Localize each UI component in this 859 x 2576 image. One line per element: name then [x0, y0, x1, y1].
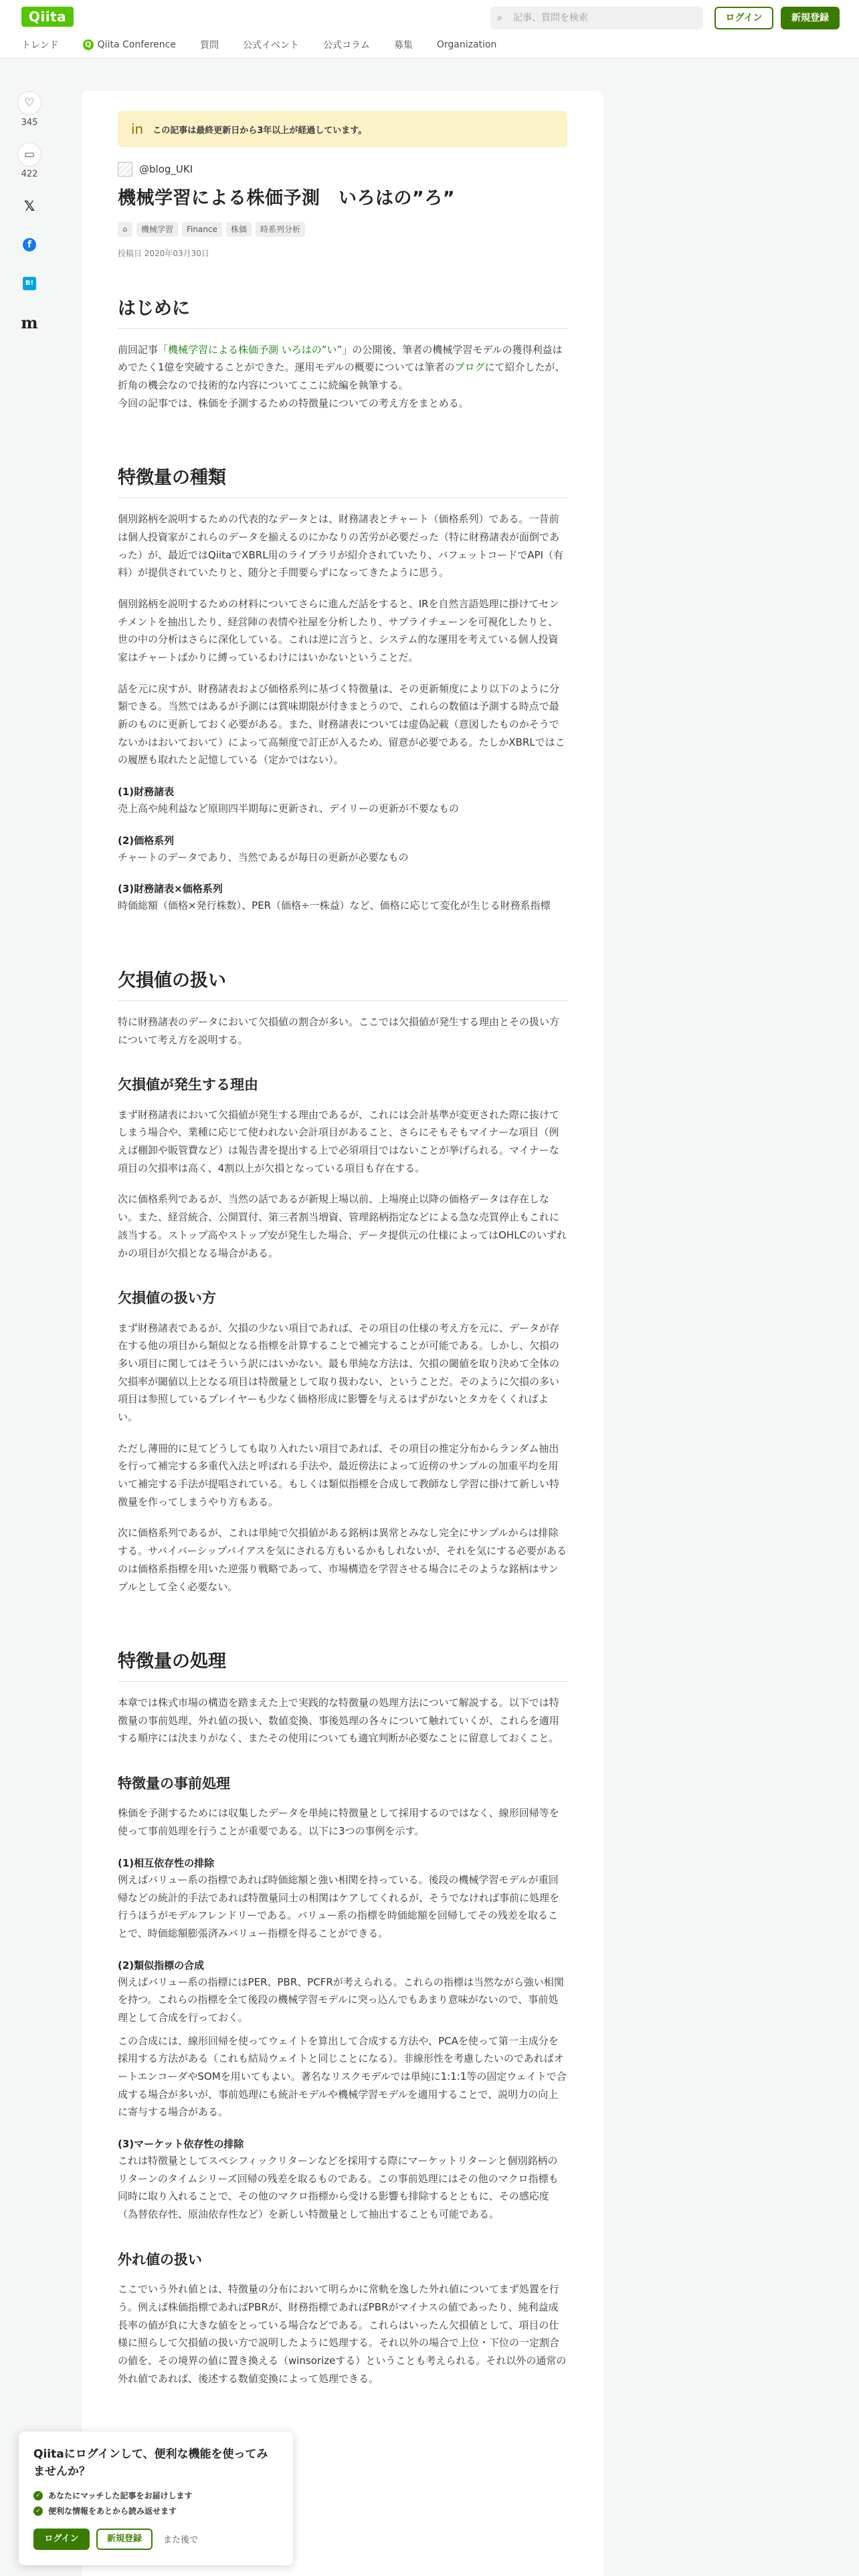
share-hatena-button[interactable]: [13, 272, 45, 296]
popup-actions: [33, 2529, 278, 2550]
paragraph: 株価を予測するためには収集したデータを単純に特徴量として採用するのではなく、線形回帰等を使って事前処理を行うことが重要である。以下に3つの事例を示す。: [118, 1807, 559, 1838]
outdated-warning: in この記事は最終更新日から3年以上が経過しています。: [118, 111, 567, 147]
tag-list: [118, 222, 567, 237]
subsection-heading: 欠損値の扱い方: [118, 1290, 216, 1307]
top-header: [0, 0, 859, 59]
article-action-sidebar: [13, 91, 45, 349]
post-date: 投稿日 2020年03月30日: [118, 248, 209, 258]
search-icon: ⌕: [497, 13, 502, 23]
section-heading: はじめに: [118, 296, 567, 329]
nav-qiita-conference[interactable]: Q Qiita Conference: [83, 39, 176, 50]
paragraph: 例えばバリュー系の指標であれば時価総額と強い相関を持っている。後段の機械学習モデルが重回帰などの統計的手法であれば特徴量同士の相関はケアしてくれるが、そうでなければ事前に処理を行うほうがモデルフレンドリーである。バリュー系の指標を時価総額を回帰してその残差を取ることで、時価総額膨張済みバリュー指標を得ることができる。: [118, 1873, 560, 1939]
popup-benefits: [33, 2488, 278, 2519]
popup-title: Qiitaにログインして、便利な機能を使ってみませんか？: [33, 2448, 268, 2478]
subsection-heading: 特徴量の事前処理: [118, 1776, 230, 1792]
facebook-icon: f: [23, 238, 36, 251]
subsection-heading: 外れ値の扱い: [118, 2251, 202, 2268]
qiita-logo[interactable]: Qiita: [21, 7, 74, 27]
login-prompt-popup: [19, 2432, 293, 2565]
global-nav: [21, 35, 496, 55]
qiita-conference-icon: Q: [83, 39, 94, 50]
section-heading: 欠損値の扱い: [118, 968, 567, 1001]
info-icon: in: [131, 121, 144, 137]
section-heading: 特徴量の種類: [118, 465, 567, 498]
section-feature-types: [118, 465, 567, 915]
blog-link[interactable]: ブログ: [454, 361, 485, 374]
paragraph: 本章では株式市場の構造を踏まえた上で実践的な特徴量の処理方法について解説する。以下では特徴量の事前処理、外れ値の扱い、数値変換、事後処理の各々について触れていくが、これらを適用する順序には決まりがなく、またその使用についても適宜判断が必要なことに留意しておくこと。: [118, 1697, 559, 1745]
nav-organization[interactable]: Organization: [436, 39, 497, 50]
previous-article-link[interactable]: 機械学習による株価予測 いろはの”い”: [168, 343, 343, 356]
paragraph: 次に価格系列であるが、当然の話であるが新規上場以前、上場廃止以降の価格データは存在しない。また、経営統合、公開買付、第三者割当増資、管理銘柄指定などによる急な売買停止もこれに該当する。ストップ高やストップ安が発生した場合、データ提供元の仕様によってはOHLCのいずれかの項目が欠損となる場合がある。: [118, 1193, 567, 1259]
check-icon: ✓: [33, 2491, 43, 2500]
paragraph: 前回記事「機械学習による株価予測 いろはの”い”」の公開後、筆者の機械学習モデルの獲得利益はめでたく1億を突破することができた。運用モデルの概要については筆者のブログにて紹介したが、折角の機会なので技術的な内容についてここに続編を執筆する。 今回の記事では、株価を予測するための特徴量についての考え方をまとめる。: [118, 343, 565, 409]
tag-item[interactable]: 時系列分析: [256, 222, 305, 237]
paragraph: 次に価格系列であるが、これは単純で欠損値がある銘柄は異常とみなし完全にサンプルからは排除する。サバイバーシップバイアスを気にされる方もいるかもしれないが、それを気にする必要があるのは価格系指標を用いた逆張り戦略であって、市場構造を学習させる場合にそのような銘柄はサンプルとして全く必要ない。: [118, 1527, 567, 1593]
popup-login-button[interactable]: ログイン: [33, 2529, 90, 2550]
paragraph: ただし薄冊的に見てどうしても取り入れたい項目であれば、その項目の推定分布からランダム抽出を行って補完する多重代入法と呼ばれる手法や、最近傍法によって近傍のサンプルの加重平均を用いて補完する手法が提唱されている。もしくは類似指標を合成して教師なし学習に掛けて新しい特徴量を作ってしまうやり方もある。: [118, 1442, 560, 1508]
paragraph: 時価総額（価格×発行株数）、PER（価格÷一株益）など、価格に応じて変化が生じる財務系指標: [118, 899, 551, 912]
avatar[interactable]: [118, 162, 132, 177]
more-share-button[interactable]: [13, 310, 45, 334]
signup-button[interactable]: 新規登録: [781, 7, 840, 29]
item-heading: (1)財務諸表: [118, 786, 175, 798]
paragraph: まず財務諸表であるが、欠損の少ない項目であれば、その項目の仕様の考え方を元に、データが存在する他の項目から類似となる指標を計算することで補完することが可能である。しかし、欠損の多い項目に関してはそういう訳にはいかない。最も単純な方法は、欠損の閾値を取り決めて全体の欠損率が閾値以上となる項目は特徴量として取り扱わない、ということだ。そのように欠損の多い項目は参照しているプレイヤーも少なく価格形成に影響を与えるはずがないとタカをくくればよい。: [118, 1321, 560, 1424]
author-row[interactable]: [118, 162, 567, 177]
section-feature-processing: [118, 1649, 567, 2387]
stock-count: 422: [21, 169, 38, 179]
paragraph: チャートのデータであり、当然であるが毎日の更新が必要なもの: [118, 851, 409, 863]
section-heading: 特徴量の処理: [118, 1649, 567, 1682]
paragraph: ここでいう外れ値とは、特徴量の分布において明らかに常軌を逸した外れ値についてまず処置を行う。例えば株価指標であればPBRが、財務指標であればPBRがマイナスの値であったり、純利益成長率の値が負に大きな値をとっている場合などである。これらはいったん欠損値として、項目の仕様に照らして欠損値の扱い方で説明したように処理する。それ以外の場合で上位・下位の一定割合の値を、その境界の値に置き換える（winsorizeする）ということも考えられる。それ以外の通常の外れ値であれば、後述する数値変換によって処理できる。: [118, 2283, 567, 2385]
paragraph: 売上高や純利益など原則四半期毎に更新され、デイリーの更新が不要なもの: [118, 802, 459, 815]
paragraph: この合成には、線形回帰を使ってウェイトを算出して合成する方法や、PCAを使って第一主成分を採用する方法がある（これも結局ウェイトと同じことになる）。非線形性を考慮したいのであればオートエンコーダやSOMを用いてもよい。著名なリスクモデルでは単純に1:1:1等の固定ウェイトで合成する場合が多いが、事前処理にも統計モデルや機械学習モデルを適用することで、説明力の向上に寄与する場合がある。: [118, 2034, 567, 2119]
item-heading: (2)類似指標の合成: [118, 1959, 205, 1971]
check-icon: ✓: [33, 2506, 43, 2516]
subsection-heading: 欠損値が発生する理由: [118, 1077, 258, 1093]
heart-icon: ♡: [17, 91, 41, 115]
like-button[interactable]: [13, 91, 45, 128]
like-count: 345: [21, 118, 38, 128]
popup-benefit-item: ✓ あなたにマッチした記事をお届けします: [33, 2488, 278, 2504]
paragraph: 例えばバリュー系の指標にはPER、PBR、PCFRが考えられる。これらの指標は当然ながら強い相関を持つ。これらの指標を全て後段の機械学習モデルに突っ込んでもあまり意味がないので、事前処理として合成を行っておく。: [118, 1975, 564, 2024]
paragraph: 個別銘柄を説明するための代表的なデータとは、財務諸表とチャート（価格系列）である。一昔前は個人投資家がこれらのデータを揃えるのにかなりの苦労が必要だった（特に財務諸表が面倒であった）が、最近ではQiitaでXBRL用のライブラリが紹介されていたり、バフェットコードでAPI（有料）が提供されていたりと、随分と手間要らずになってきたように思う。: [118, 513, 564, 579]
share-x-button[interactable]: [13, 194, 45, 218]
section-missing-values: [118, 968, 567, 1596]
item-heading: (1)相互依存性の排除: [118, 1856, 215, 1869]
article-card: [82, 91, 603, 2576]
item-heading: (2)価格系列: [118, 834, 175, 847]
item-heading: (3)マーケット依存性の排除: [118, 2138, 244, 2151]
search-box[interactable]: [490, 7, 703, 29]
article-inner: [118, 111, 567, 2401]
nav-questions[interactable]: 質問: [199, 40, 219, 51]
share-facebook-button[interactable]: [13, 233, 45, 257]
login-button[interactable]: ログイン: [714, 7, 773, 29]
hatena-bookmark-icon: B!: [23, 277, 36, 290]
paragraph: まず財務諸表において欠損値が発生する理由であるが、これには会計基準が変更された際に抜けてしまう場合や、業種に応じて使われない会計項目があること、さらにそもそもマイナーな項目（例えば棚卸や販管費など）は報告書を提出する上で必須項目ではないことが挙げられる。マイナーな項目の欠損率は高く、4割以上が欠損となっている項目も存在する。: [118, 1108, 560, 1174]
paragraph: 特に財務諸表のデータにおいて欠損値の割合が多い。ここでは欠損値が発生する理由とその扱い方について考え方を説明する。: [118, 1015, 560, 1046]
nav-trend[interactable]: トレンド: [21, 40, 59, 51]
popup-later-link[interactable]: また後で: [163, 2535, 199, 2546]
stock-button[interactable]: [13, 142, 45, 179]
article-title: 機械学習による株価予測 いろはの”ろ”: [118, 188, 455, 209]
paragraph: これは特徴量としてスペシフィックリターンなどを採用する際にマーケットリターンと個別銘柄のリターンのタイムシリーズ回帰の残差を取るものである。この事前処理にはその他のマクロ指標も同時に取り入れることで、その他のマクロ指標から受ける影響も排除するとともに、その感応度（為替依存性、原油依存性など）を新しい特徴量として抽出することも可能である。: [118, 2155, 559, 2221]
nav-official-columns[interactable]: 公式コラム: [322, 40, 370, 51]
bookmark-icon: ▭: [17, 142, 41, 167]
item-heading: (3)財務諸表×価格系列: [118, 883, 223, 895]
x-icon: 𝕏: [23, 198, 35, 214]
paragraph: 話を元に戻すが、財務諸表および価格系列に基づく特徴量は、その更新頻度により以下のように分類できる。当然ではあるが予測には賞味期限が付きまとうので、これらの数値は予測する時点で最新のものに更新しておく必要がある。また、財務諸表については虚偽記載（意図したものかそうでないかはおいておいて）によって高頻度で訂正が入るため、留意が必要である。たしかXBRLではこの履歴も取れたと記憶している（定かではない）。: [118, 682, 565, 766]
section-intro: [118, 296, 567, 413]
paragraph: 個別銘柄を説明するための材料についてさらに進んだ話をすると、IRを自然言語処理に掛けてセンチメントを抽出したり、経営陣の表情や社屋を分析したり、サプライチェーンを可視化したりと、世の中の分析はさらに深化している。これは逆に言うと、システム的な運用を考えている個人投資家はチャートばかりに縛っているわけにはいかないということだ。: [118, 597, 559, 663]
article-body: [118, 296, 567, 2388]
nav-recruit[interactable]: 募集: [393, 40, 413, 51]
nav-official-events[interactable]: 公式イベント: [242, 40, 299, 51]
popup-signup-button[interactable]: 新規登録: [96, 2529, 153, 2550]
m-icon: m: [21, 312, 38, 332]
tag-item[interactable]: 株価: [226, 222, 252, 237]
author-name[interactable]: @blog_UKI: [139, 163, 193, 175]
tag-item[interactable]: 機械学習: [136, 222, 178, 237]
search-input[interactable]: [513, 13, 687, 23]
tag-icon: ⌂: [118, 222, 132, 237]
tag-item[interactable]: Finance: [182, 222, 222, 237]
popup-benefit-item: ✓ 便利な情報をあとから読み返せます: [33, 2504, 278, 2519]
